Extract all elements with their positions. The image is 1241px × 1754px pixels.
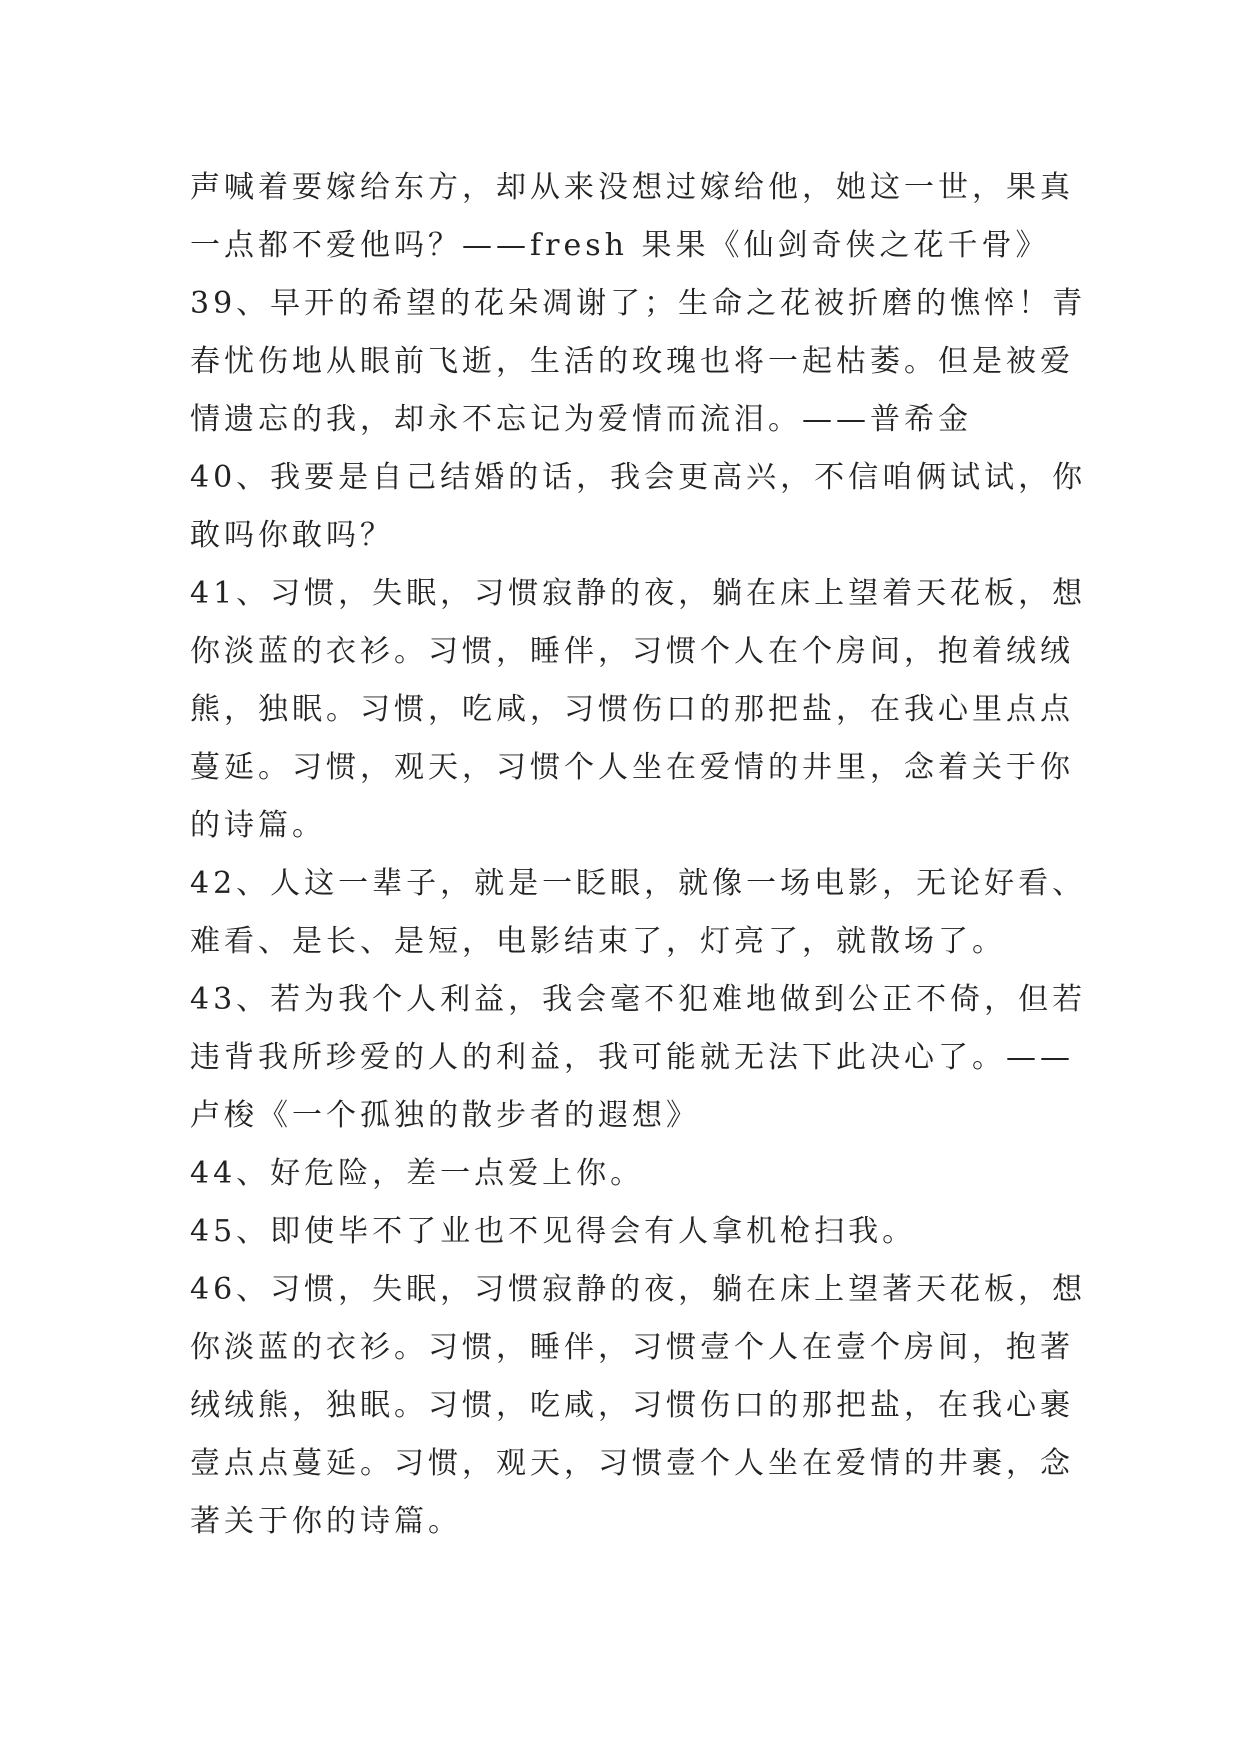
- text-line: 声喊着要嫁给东方，却从来没想过嫁给他，她这一世，果真: [190, 170, 1074, 205]
- text-line: 42、人这一辈子，就是一眨眼，就像一场电影，无论好看、: [190, 866, 1087, 901]
- text-line: 41、习惯，失眠，习惯寂静的夜，躺在床上望着天花板，想: [190, 576, 1087, 611]
- text-line: 春忧伤地从眼前飞逝，生活的玫瑰也将一起枯萎。但是被爱: [190, 344, 1074, 379]
- text-line: 40、我要是自己结婚的话，我会更高兴，不信咱俩试试，你: [190, 460, 1087, 495]
- text-line: 一点都不爱他吗？——fresh 果果《仙剑奇侠之花千骨》: [190, 228, 1050, 263]
- text-line: 卢梭《一个孤独的散步者的遐想》: [190, 1098, 700, 1133]
- text-line: 46、习惯，失眠，习惯寂静的夜，躺在床上望著天花板，想: [190, 1272, 1087, 1307]
- text-line: 你淡蓝的衣衫。习惯，睡伴，习惯个人在个房间，抱着绒绒: [190, 634, 1074, 669]
- text-line: 著关于你的诗篇。: [190, 1504, 462, 1539]
- text-line: 敢吗你敢吗？: [190, 518, 394, 553]
- text-line: 的诗篇。: [190, 808, 326, 843]
- text-line: 难看、是长、是短，电影结束了，灯亮了，就散场了。: [190, 924, 1006, 959]
- text-line: 违背我所珍爱的人的利益，我可能就无法下此决心了。——: [190, 1040, 1074, 1075]
- text-line: 蔓延。习惯，观天，习惯个人坐在爱情的井里，念着关于你: [190, 750, 1074, 785]
- text-line: 45、即使毕不了业也不见得会有人拿机枪扫我。: [190, 1214, 917, 1249]
- text-line: 壹点点蔓延。习惯，观天，习惯壹个人坐在爱情的井裹，念: [190, 1446, 1074, 1481]
- text-line: 绒绒熊，独眠。习惯，吃咸，习惯伤口的那把盐，在我心裹: [190, 1388, 1074, 1423]
- text-line: 43、若为我个人利益，我会毫不犯难地做到公正不倚，但若: [190, 982, 1087, 1017]
- text-line: 你淡蓝的衣衫。习惯，睡伴，习惯壹个人在壹个房间，抱著: [190, 1330, 1074, 1365]
- text-line: 44、好危险，差一点爱上你。: [190, 1156, 645, 1191]
- text-line: 熊，独眠。习惯，吃咸，习惯伤口的那把盐，在我心里点点: [190, 692, 1074, 727]
- text-line: 情遗忘的我，却永不忘记为爱情而流泪。——普希金: [190, 402, 972, 437]
- text-line: 39、早开的希望的花朵凋谢了；生命之花被折磨的憔悴！青: [190, 286, 1087, 321]
